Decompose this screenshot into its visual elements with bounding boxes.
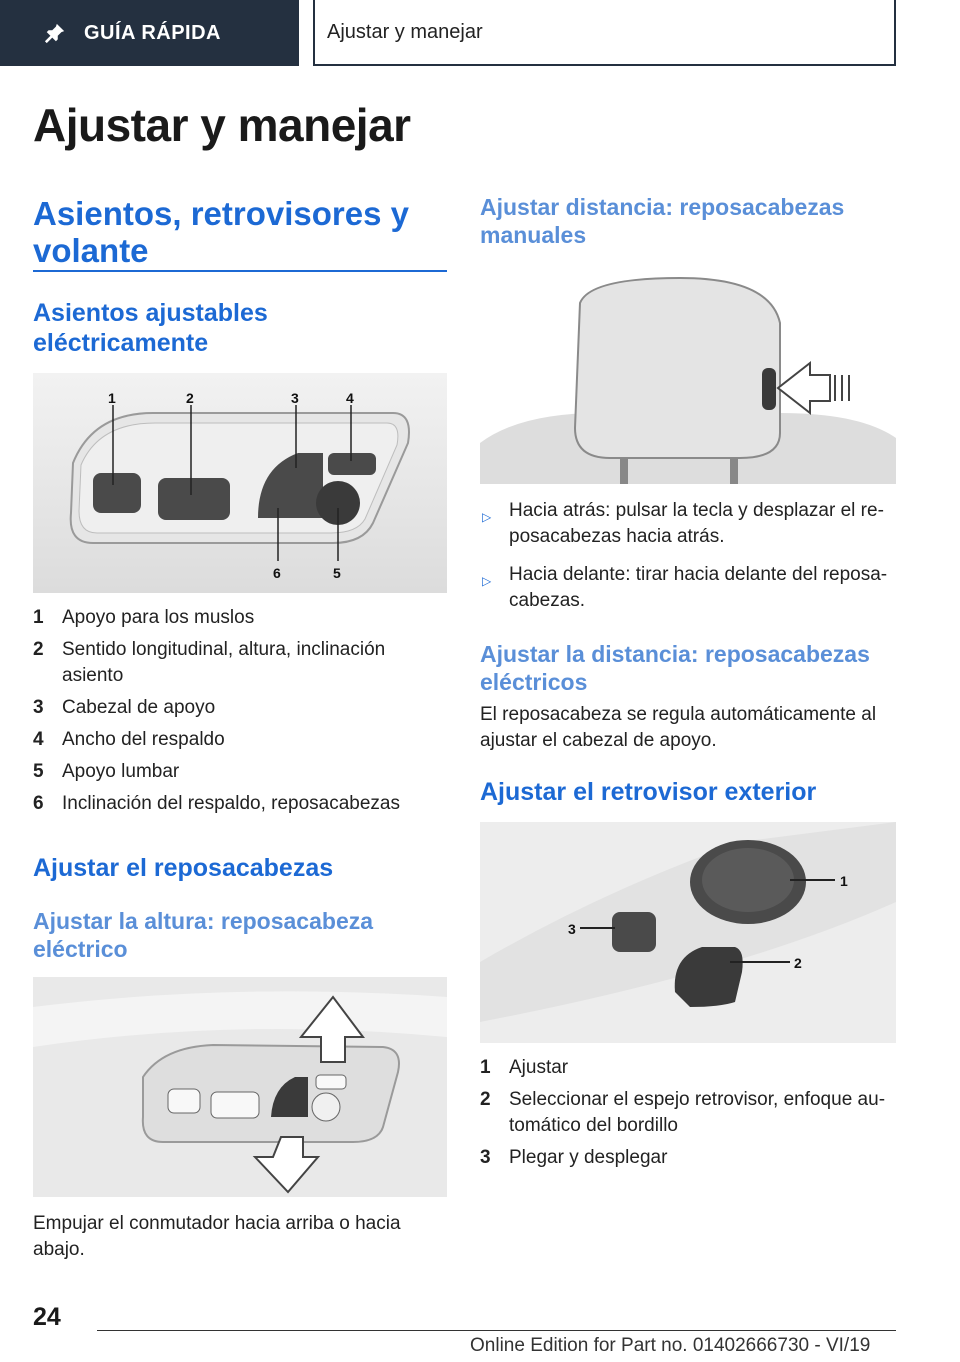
- headrest-height-figure: [33, 977, 447, 1197]
- height-heading: Ajustar la altura: reposacabeza eléctrico: [33, 908, 374, 962]
- headrest-height-illustration: [33, 977, 447, 1197]
- list-item: [480, 1055, 896, 1081]
- item-text: Apoyo lumbar: [62, 761, 180, 782]
- item-text: Hacia atrás: pulsar la tecla y desplazar el reposacabezas hacia atrás.: [509, 500, 884, 547]
- footer-rule: [97, 1330, 896, 1331]
- headrest-manual-figure: [480, 263, 896, 484]
- item-text: Seleccionar el espejo retrovisor, enfoque automático del bordillo: [509, 1089, 886, 1136]
- item-number: 3: [480, 1147, 491, 1168]
- item-number: 1: [33, 607, 44, 628]
- seat-callout-3: 3: [291, 390, 299, 406]
- list-item: [33, 605, 447, 631]
- electric-text: El reposacabeza se regula automáticamente al ajustar el cabezal de apoyo.: [480, 704, 877, 751]
- list-item: [33, 727, 447, 753]
- seat-callout-4: 4: [346, 390, 354, 406]
- list-item: [33, 637, 447, 689]
- seat-callout-6: 6: [273, 565, 281, 581]
- mirror-callout-3: 3: [568, 921, 576, 937]
- mirror-callout-2: 2: [794, 955, 802, 971]
- header-tab-label: GUÍA RÁPIDA: [84, 21, 221, 44]
- seat-controls-illustration: [33, 373, 447, 593]
- list-item: [480, 1087, 896, 1139]
- list-item: [33, 759, 447, 785]
- headrest-manual-illustration: [480, 263, 896, 484]
- list-item: [33, 791, 447, 817]
- item-number: 1: [480, 1057, 491, 1078]
- triangle-bullet-icon: ▷: [482, 510, 492, 524]
- section-heading: Asientos, retrovisores y volante: [33, 195, 409, 269]
- list-item: [480, 498, 896, 550]
- edition-text: Online Edition for Part no. 01402666730 - VI/19: [470, 1335, 871, 1356]
- seat-callout-5: 5: [333, 565, 341, 581]
- seats-heading: Asientos ajustables eléctricamente: [33, 299, 268, 357]
- item-number: 6: [33, 793, 44, 814]
- mirror-callout-1: 1: [840, 873, 848, 889]
- item-text: Sentido longitudinal, altura, inclinación asiento: [62, 639, 386, 686]
- item-text: Inclinación del respaldo, reposacabezas: [62, 793, 400, 814]
- pin-icon: [44, 22, 66, 44]
- seat-controls-figure: [33, 373, 447, 593]
- seat-controls-list: [33, 605, 447, 823]
- item-number: 5: [33, 761, 44, 782]
- page-title: Ajustar y manejar: [33, 99, 411, 151]
- item-text: Ajustar: [509, 1057, 569, 1078]
- header-section-box: [313, 0, 896, 66]
- item-text: Ancho del respaldo: [62, 729, 225, 750]
- electric-heading: Ajustar la distancia: reposacabezas eléctricos: [480, 641, 870, 695]
- manual-bullets: [480, 498, 896, 626]
- item-text: Apoyo para los muslos: [62, 607, 255, 628]
- list-item: [480, 562, 896, 614]
- item-text: Hacia delante: tirar hacia delante del reposacabezas.: [509, 564, 888, 611]
- item-text: Plegar y desplegar: [509, 1147, 668, 1168]
- mirror-heading: Ajustar el retrovisor exterior: [480, 778, 817, 806]
- list-item: [480, 1145, 896, 1171]
- header-tab: [0, 0, 299, 66]
- section-rule: [33, 270, 447, 272]
- item-number: 2: [33, 639, 44, 660]
- mirror-controls-figure: [480, 822, 896, 1043]
- header-section-label: Ajustar y manejar: [327, 20, 483, 43]
- manual-heading: Ajustar distancia: reposacabezas manuales: [480, 194, 845, 248]
- seat-callout-2: 2: [186, 390, 194, 406]
- mirror-controls-illustration: [480, 822, 896, 1043]
- triangle-bullet-icon: ▷: [482, 574, 492, 588]
- page-number: 24: [33, 1303, 61, 1331]
- item-number: 3: [33, 697, 44, 718]
- seat-callout-1: 1: [108, 390, 116, 406]
- item-number: 2: [480, 1089, 491, 1110]
- height-text: Empujar el conmutador hacia arriba o hacia abajo.: [33, 1213, 401, 1260]
- item-text: Cabezal de apoyo: [62, 697, 216, 718]
- headrest-heading: Ajustar el reposacabezas: [33, 854, 334, 882]
- list-item: [33, 695, 447, 721]
- mirror-controls-list: [480, 1055, 896, 1177]
- item-number: 4: [33, 729, 44, 750]
